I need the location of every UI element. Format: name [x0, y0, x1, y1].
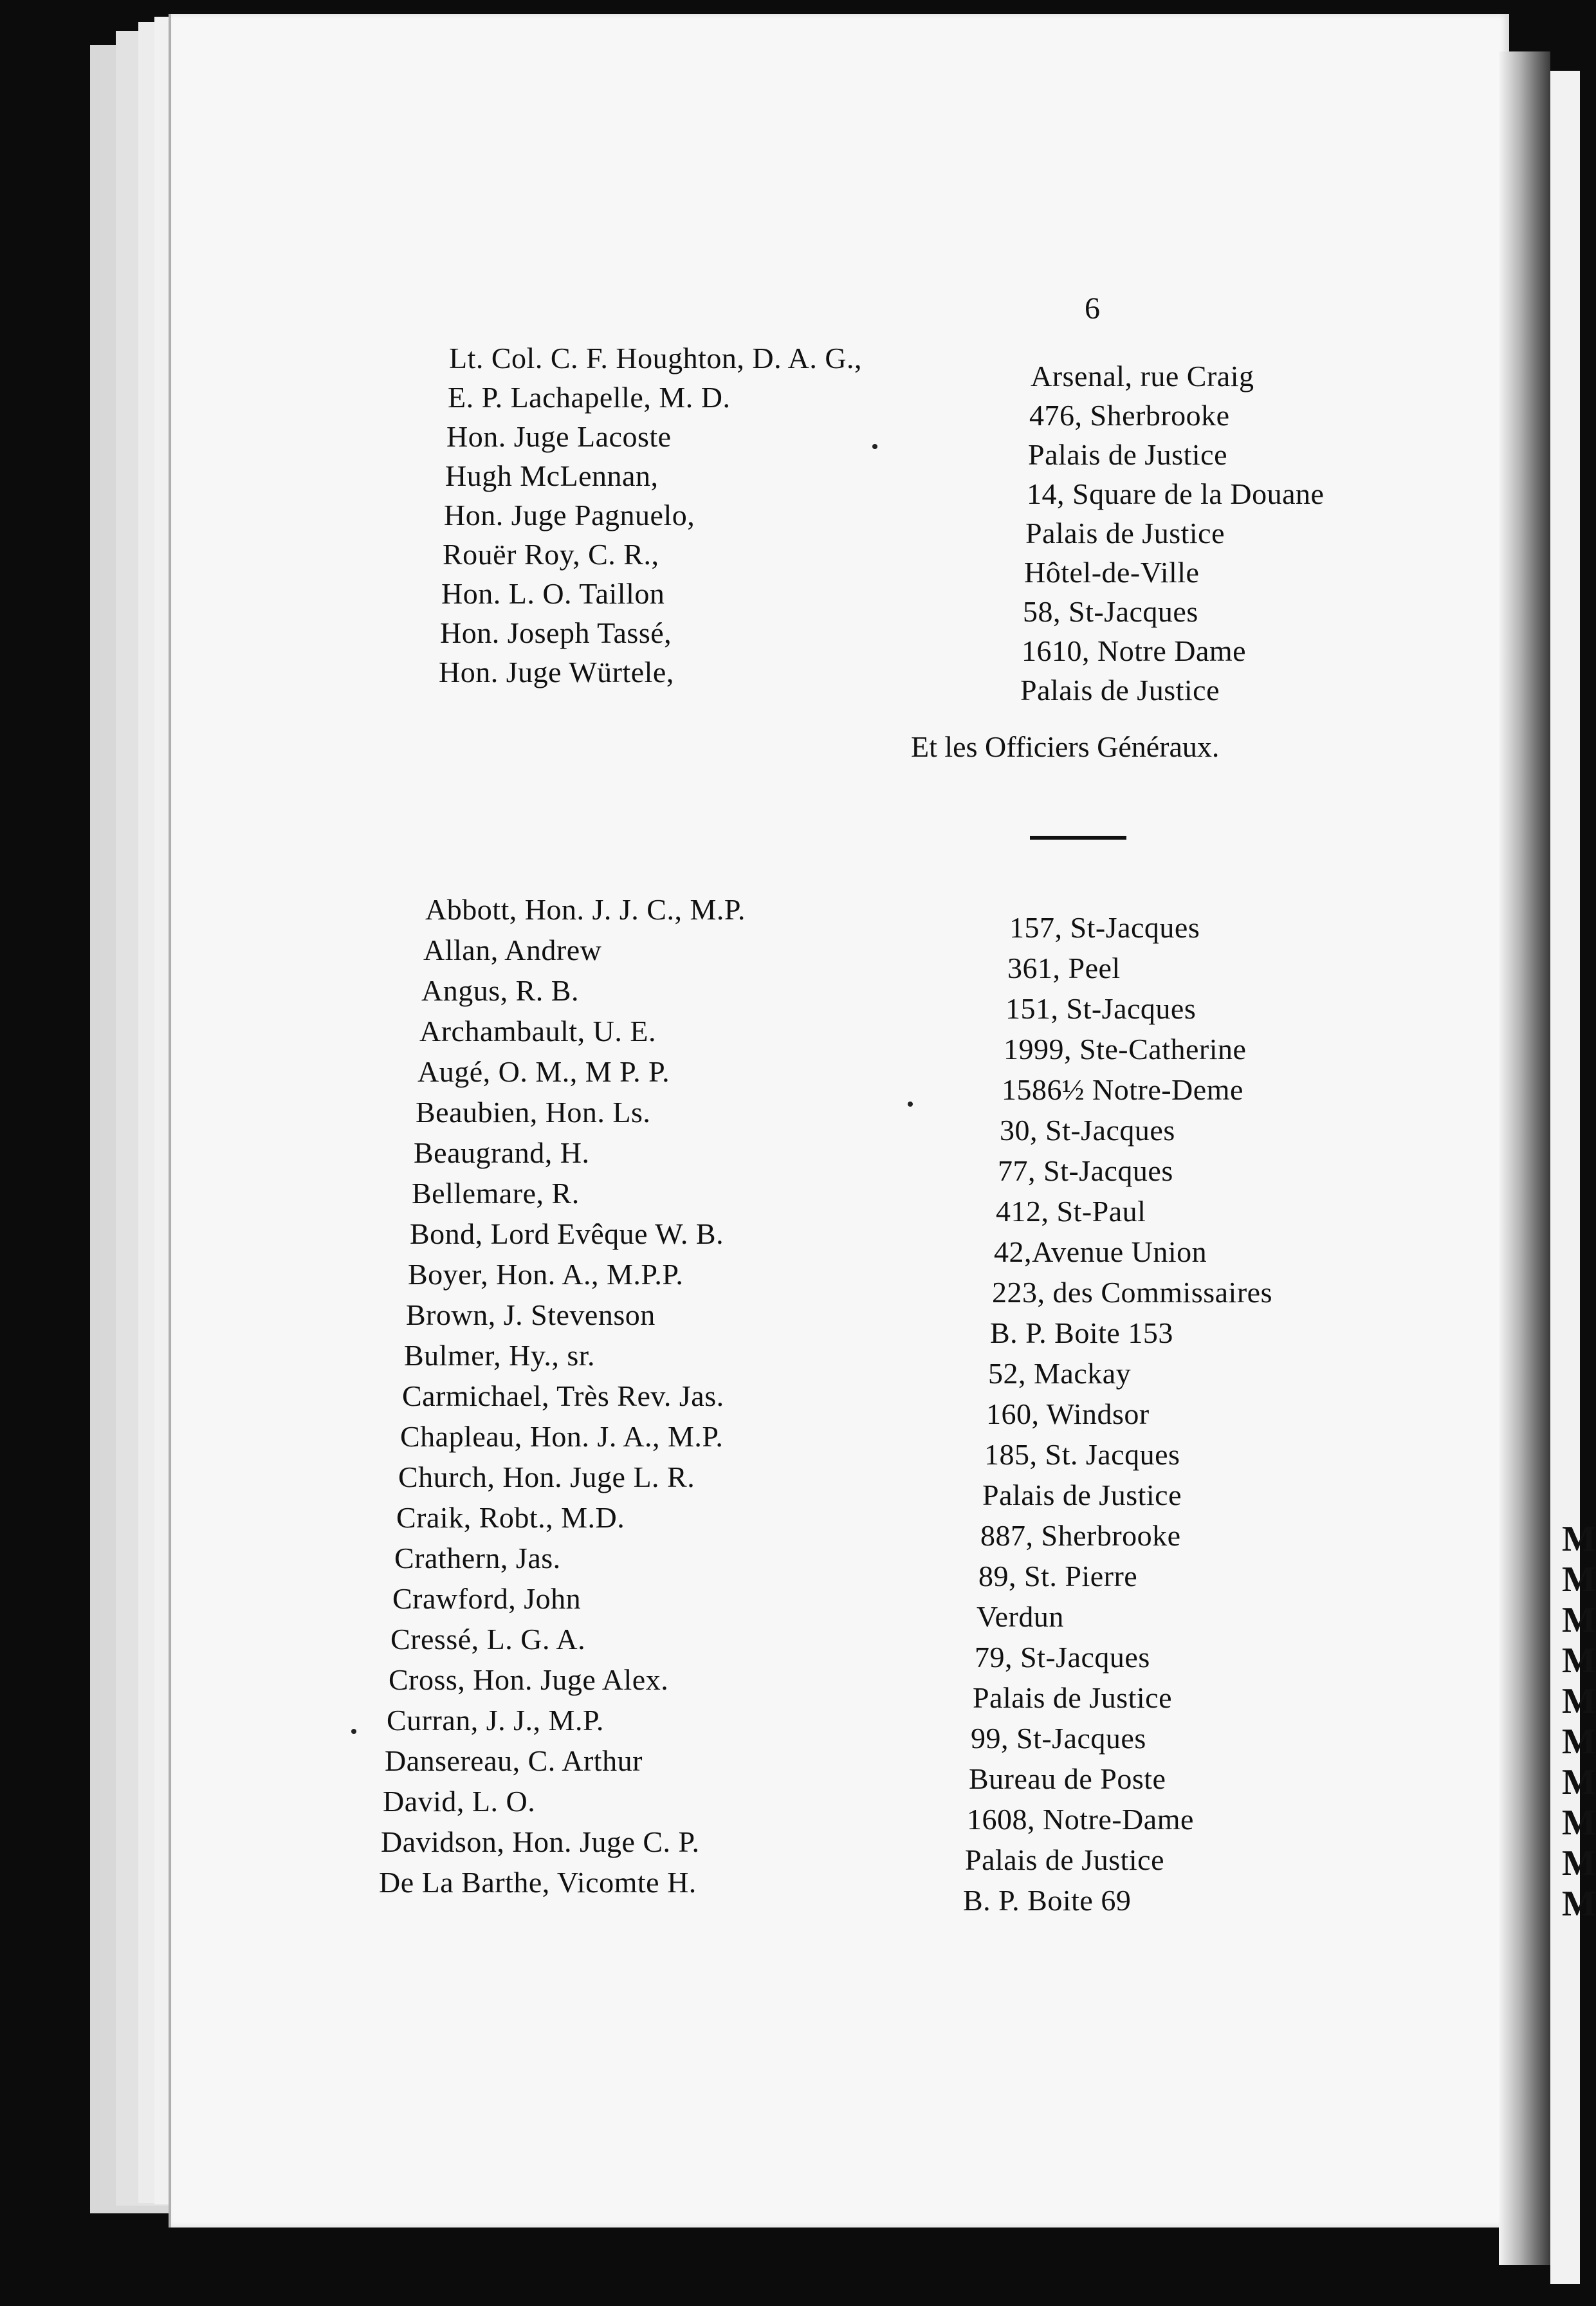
entry-name: Curran, J. J., M.P. — [387, 1704, 604, 1737]
entry-address: 1999, Ste-Catherine — [1004, 1033, 1247, 1065]
facing-page-letter: M — [1562, 1762, 1596, 1802]
entry-name: Beaubien, Hon. Ls. — [416, 1096, 651, 1129]
facing-page-letter: M — [1562, 1843, 1596, 1883]
section-rule — [1030, 836, 1126, 840]
entry-address: 361, Peel — [1007, 952, 1121, 984]
entry-address: 14, Square de la Douane — [1027, 477, 1325, 510]
entry-address: 52, Mackay — [988, 1357, 1132, 1390]
top-footer: Et les Officiers Généraux. — [911, 730, 1220, 763]
entry-address: Palais de Justice — [973, 1681, 1172, 1714]
entry-address: 476, Sherbrooke — [1029, 399, 1230, 432]
entry-name: De La Barthe, Vicomte H. — [379, 1866, 697, 1899]
book-page — [169, 14, 1509, 2228]
entry-name: Boyer, Hon. A., M.P.P. — [408, 1258, 684, 1291]
entry-address: Palais de Justice — [982, 1479, 1182, 1511]
entry-address: B. P. Boite 69 — [963, 1884, 1132, 1917]
entry-address: 77, St-Jacques — [998, 1154, 1173, 1187]
entry-address: 99, St-Jacques — [971, 1722, 1146, 1755]
entry-name: Allan, Andrew — [423, 934, 602, 966]
facing-page-letter: M — [1562, 1722, 1596, 1762]
entry-name: Carmichael, Très Rev. Jas. — [402, 1379, 724, 1412]
entry-address: 79, St-Jacques — [975, 1641, 1150, 1674]
entry-address: 157, St-Jacques — [1009, 911, 1200, 944]
entry-name: Rouër Roy, C. R., — [443, 538, 659, 571]
facing-page — [1550, 71, 1580, 2284]
entry-name: E. P. Lachapelle, M. D. — [448, 381, 731, 414]
entry-name: Abbott, Hon. J. J. C., M.P. — [425, 893, 746, 926]
entry-name: Augé, O. M., M P. P. — [417, 1055, 670, 1088]
entry-name: Davidson, Hon. Juge C. P. — [381, 1825, 700, 1858]
speck — [351, 1729, 356, 1734]
entry-name: Cross, Hon. Juge Alex. — [389, 1663, 669, 1696]
facing-page-letter: M — [1562, 1681, 1596, 1721]
entry-address: 151, St-Jacques — [1005, 992, 1197, 1025]
entry-name: Chapleau, Hon. J. A., M.P. — [400, 1420, 724, 1453]
entry-name: Hon. Juge Pagnuelo, — [444, 499, 695, 531]
entry-address: 160, Windsor — [986, 1397, 1150, 1430]
entry-address: 1608, Notre-Dame — [967, 1803, 1194, 1836]
entry-address: 1586½ Notre-Deme — [1002, 1073, 1243, 1106]
entry-address: 89, St. Pierre — [978, 1560, 1138, 1592]
entry-name: Bellemare, R. — [412, 1177, 580, 1210]
entry-address: 223, des Commissaires — [992, 1276, 1272, 1309]
entry-name: Hon. L. O. Taillon — [441, 577, 665, 610]
gutter-shadow — [1499, 51, 1550, 2265]
entry-name: Cressé, L. G. A. — [390, 1623, 586, 1656]
entry-name: Bond, Lord Evêque W. B. — [410, 1217, 724, 1250]
entry-address: B. P. Boite 153 — [990, 1316, 1173, 1349]
entry-address: Palais de Justice — [1025, 517, 1225, 549]
entry-address: 30, St-Jacques — [1000, 1114, 1175, 1147]
entry-address: 412, St-Paul — [996, 1195, 1146, 1228]
page-number: 6 — [1085, 291, 1100, 326]
entry-name: Hon. Joseph Tassé, — [440, 616, 672, 649]
facing-page-letter: M — [1562, 1519, 1596, 1559]
entry-name: Beaugrand, H. — [414, 1136, 590, 1169]
entry-name: David, L. O. — [383, 1785, 536, 1818]
entry-name: Angus, R. B. — [421, 974, 579, 1007]
entry-name: Church, Hon. Juge L. R. — [398, 1461, 695, 1493]
entry-address: Palais de Justice — [965, 1843, 1164, 1876]
entry-address: Verdun — [977, 1600, 1064, 1633]
entry-address: Arsenal, rue Craig — [1031, 360, 1254, 392]
entry-name: Hugh McLennan, — [445, 459, 659, 492]
speck — [908, 1102, 913, 1107]
entry-name: Hon. Juge Würtele, — [439, 656, 674, 688]
speck — [872, 444, 877, 449]
entry-address: Palais de Justice — [1028, 438, 1227, 471]
facing-page-letter: M — [1562, 1641, 1596, 1681]
facing-page-letter: M — [1562, 1560, 1596, 1600]
entry-name: Bulmer, Hy., sr. — [404, 1339, 596, 1372]
entry-name: Crathern, Jas. — [394, 1542, 561, 1574]
facing-page-letter: M — [1562, 1803, 1596, 1843]
entry-name: Hon. Juge Lacoste — [446, 420, 672, 453]
entry-address: 58, St-Jacques — [1023, 595, 1198, 628]
entry-name: Dansereau, C. Arthur — [385, 1744, 643, 1777]
entry-address: 42,Avenue Union — [994, 1235, 1207, 1268]
entry-address: Palais de Justice — [1020, 674, 1220, 706]
entry-name: Lt. Col. C. F. Houghton, D. A. G., — [449, 342, 863, 374]
facing-page-letter: M — [1562, 1600, 1596, 1640]
entry-name: Crawford, John — [392, 1582, 582, 1615]
entry-address: 185, St. Jacques — [984, 1438, 1180, 1471]
entry-name: Archambault, U. E. — [419, 1015, 656, 1047]
entry-address: 887, Sherbrooke — [980, 1519, 1181, 1552]
entry-name: Craik, Robt., M.D. — [396, 1501, 625, 1534]
facing-page-letter: M — [1562, 1884, 1596, 1924]
entry-address: 1610, Notre Dame — [1022, 634, 1247, 667]
entry-address: Bureau de Poste — [969, 1762, 1166, 1795]
entry-address: Hôtel-de-Ville — [1024, 556, 1200, 589]
entry-name: Brown, J. Stevenson — [406, 1298, 656, 1331]
